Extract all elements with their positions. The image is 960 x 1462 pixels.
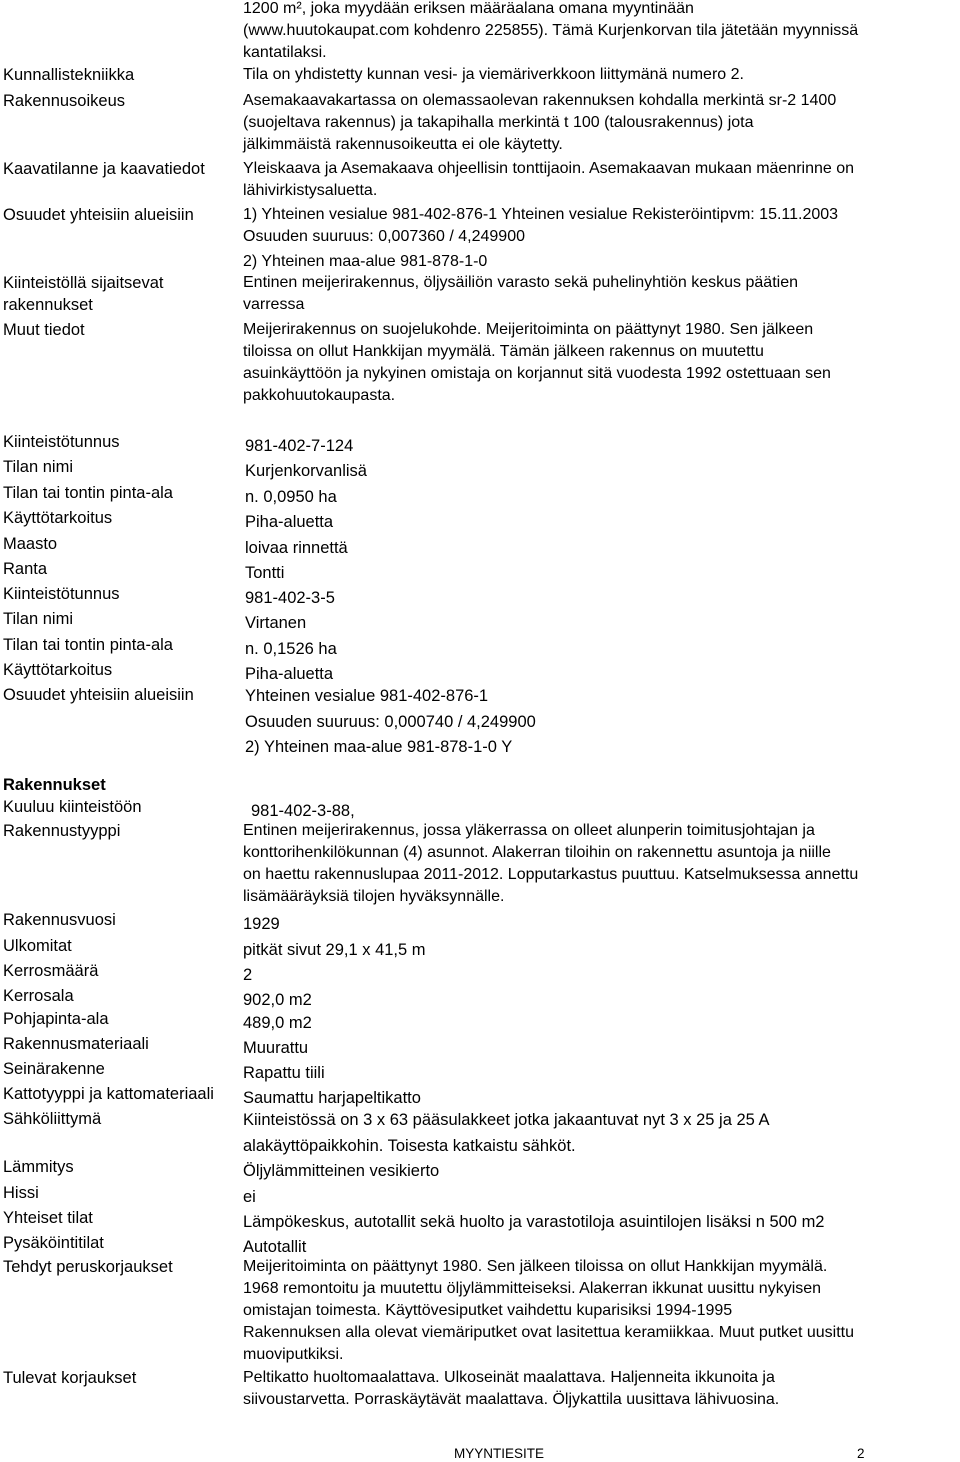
label-kunnallistekniikka: Kunnallistekniikka xyxy=(3,66,135,84)
label-kayttotarkoitus: Käyttötarkoitus xyxy=(3,661,113,679)
value-line: on haettu rakennuslupaa 2011-2012. Lopputarkastus puuttuu. Katselmuksessa annettu xyxy=(243,866,859,883)
value-line: Tila on yhdistetty kunnan vesi- ja viemäriverkkoon liittymänä numero 2. xyxy=(243,66,744,83)
footer-page-number: 2 xyxy=(857,1446,865,1461)
value-line: alakäyttöpaikkohin. Toisesta katkaistu sähköt. xyxy=(243,1136,576,1155)
value-line: Öljylämmitteinen vesikierto xyxy=(243,1162,440,1180)
value-kiinteistotunnus xyxy=(243,586,953,612)
value-line: lähivirkistysaluetta. xyxy=(243,182,378,199)
value-line: Muurattu xyxy=(243,1039,309,1057)
value-line: Kiinteistössä on 3 x 63 pääsulakkeet jotka jakaantuvat nyt 3 x 25 ja 25 A xyxy=(243,1111,770,1129)
value-kayttotarkoitus xyxy=(243,510,953,536)
label-kerrosmaara: Kerrosmäärä xyxy=(3,962,99,980)
value-seinarakenne xyxy=(243,1061,953,1087)
label-kattotyyppi: Kattotyyppi ja kattomateriaali xyxy=(3,1085,214,1103)
label-osuudet-2: Osuudet yhteisiin alueisiin xyxy=(3,686,194,704)
value-line: Virtanen xyxy=(245,614,307,632)
value-line: konttorihenkilökunnan (4) asunnot. Alakerran tiloihin on rakennettu asuntoja ja niille xyxy=(243,844,831,861)
label-pohjapinta-ala: Pohjapinta-ala xyxy=(3,1010,109,1028)
value-line: (suojeltava rakennus) ja takapihalla merkintä t 100 (talousrakennus) jota xyxy=(243,114,754,131)
value-line: pakkohuutokaupasta. xyxy=(243,387,396,404)
value-line: lisämääräyksiä tilojen hyväksynnälle. xyxy=(243,888,505,905)
label-yhteiset-tilat: Yhteiset tilat xyxy=(3,1209,93,1227)
label-maasto: Maasto xyxy=(3,535,58,553)
value-continuation xyxy=(243,0,953,64)
value-line: Asemakaavakartassa on olemassaolevan rakennuksen kohdalla merkintä sr-2 1400 xyxy=(243,92,837,109)
label-rakennusmateriaali: Rakennusmateriaali xyxy=(3,1035,149,1053)
value-line: Osuuden suuruus: 0,000740 / 4,249900 xyxy=(245,712,536,731)
value-line: 981-402-3-5 xyxy=(245,589,335,607)
value-line: Rapattu tiili xyxy=(243,1064,325,1082)
value-rakennusvuosi xyxy=(243,912,953,938)
value-line: asuinkäyttöön ja nykyinen omistaja on korjannut sitä vuodesta 1992 ostettuaan sen xyxy=(243,365,831,382)
value-line: 2 xyxy=(243,966,253,984)
value-line: omistajan toimesta. Käyttövesiputket vaihdettu kuparisiksi 1994-1995 xyxy=(243,1302,733,1319)
value-line: Rakennuksen alla olevat viemäriputket ovat lasitettua keramiikkaa. Muut putket uusittu xyxy=(243,1324,854,1341)
label-tulevat-korjaukset: Tulevat korjaukset xyxy=(3,1369,137,1387)
value-line: Yhteinen vesialue 981-402-876-1 xyxy=(245,687,489,705)
label-hissi: Hissi xyxy=(3,1184,39,1202)
label-kayttotarkoitus: Käyttötarkoitus xyxy=(3,509,113,527)
value-ranta xyxy=(243,561,953,587)
value-kerrosmaara xyxy=(243,963,953,989)
value-line: (www.huutokaupat.com kohdenro 225855). Tämä Kurjenkorvan tila jätetään myynnissä xyxy=(243,22,859,39)
footer-label: MYYNTIESITE xyxy=(454,1446,545,1461)
label-rakennusoikeus: Rakennusoikeus xyxy=(3,92,125,110)
value-rakennusmateriaali xyxy=(243,1036,953,1062)
value-kerrosala xyxy=(243,988,953,1014)
label-pysakointitilat: Pysäköintitilat xyxy=(3,1234,104,1252)
value-line: 902,0 m2 xyxy=(243,991,312,1009)
value-line: siivoustarvetta. Porraskäytävät maalattava. Öljykattila uusittava lähivuosina. xyxy=(243,1391,780,1408)
label-peruskorjaukset: Tehdyt peruskorjaukset xyxy=(3,1258,173,1276)
value-line: 981-402-7-124 xyxy=(245,437,354,455)
value-ulkomitat xyxy=(243,938,953,964)
value-line: 2) Yhteinen maa-alue 981-878-1-0 xyxy=(243,253,488,270)
value-line: varressa xyxy=(243,296,305,313)
label-pinta-ala: Tilan tai tontin pinta-ala xyxy=(3,484,173,502)
value-line: kantatilaksi. xyxy=(243,44,327,61)
value-line: Piha-aluetta xyxy=(245,513,334,531)
value-rakennusoikeus xyxy=(243,90,953,156)
value-line: Autotallit xyxy=(243,1238,307,1256)
label-osuudet-1: Osuudet yhteisiin alueisiin xyxy=(3,206,194,224)
value-yhteiset-tilat xyxy=(243,1210,953,1236)
value-pinta-ala xyxy=(243,485,953,511)
value-line: n. 0,0950 ha xyxy=(245,488,337,506)
value-line: Entinen meijerirakennus, öljysäiliön varasto sekä puhelinyhtiön keskus päätien xyxy=(243,274,798,291)
value-line: Peltikatto huoltomaalattava. Ulkoseinät maalattava. Haljenneita ikkunoita ja xyxy=(243,1369,775,1386)
value-line: Meijeritoiminta on päättynyt 1980. Sen jälkeen tiloissa on ollut Hankkijan myymälä. xyxy=(243,1258,828,1275)
value-line: 1929 xyxy=(243,915,280,933)
label-ulkomitat: Ulkomitat xyxy=(3,937,72,955)
label-kiinteistotunnus: Kiinteistötunnus xyxy=(3,585,120,603)
label-sahkoliittyma: Sähköliittymä xyxy=(3,1110,102,1128)
label-ranta: Ranta xyxy=(3,560,48,578)
value-line: Saumattu harjapeltikatto xyxy=(243,1089,421,1107)
value-lammitys xyxy=(243,1159,953,1185)
value-osuudet-1 xyxy=(243,204,953,273)
label-pinta-ala: Tilan tai tontin pinta-ala xyxy=(3,636,173,654)
value-line: Piha-aluetta xyxy=(245,665,334,683)
label-seinarakenne: Seinärakenne xyxy=(3,1060,105,1078)
value-peruskorjaukset xyxy=(243,1256,953,1366)
value-line: Meijerirakennus on suojelukohde. Meijeritoiminta on päättynyt 1980. Sen jälkeen xyxy=(243,321,814,338)
value-pohjapinta-ala xyxy=(243,1011,953,1037)
value-kiinteistolla xyxy=(243,272,953,316)
label-rakennusvuosi: Rakennusvuosi xyxy=(3,911,116,929)
label-kiinteistotunnus: Kiinteistötunnus xyxy=(3,433,120,451)
label-kuuluu: Kuuluu kiinteistöön xyxy=(3,798,142,816)
value-tulevat-korjaukset xyxy=(243,1367,953,1411)
value-rakennustyyppi xyxy=(243,820,953,908)
value-line: Yleiskaava ja Asemakaava ohjeellisin tonttijaoin. Asemakaavan mukaan mäenrinne on xyxy=(243,160,855,177)
value-line: loivaa rinnettä xyxy=(245,539,348,557)
value-tilan-nimi xyxy=(243,611,953,637)
label-kerrosala: Kerrosala xyxy=(3,987,74,1005)
value-line: 1968 remontoitu ja muutettu öljylämmitteiseksi. Alakerran ikkunat uusittu nykyisen xyxy=(243,1280,822,1297)
value-line: 1200 m², joka myydään eriksen määräalana omana myyntinään xyxy=(243,0,694,17)
label-tilan-nimi: Tilan nimi xyxy=(3,458,73,476)
value-line: Entinen meijerirakennus, jossa yläkerrassa on olleet alunperin toimitusjohtajan ja xyxy=(243,822,815,839)
value-kiinteistotunnus xyxy=(243,434,953,460)
value-maasto xyxy=(243,536,953,562)
value-tilan-nimi xyxy=(243,459,953,485)
value-kaavatilanne xyxy=(243,158,953,202)
value-kunnallistekniikka xyxy=(243,64,953,86)
label-kiinteistolla: Kiinteistöllä sijaitsevat rakennukset xyxy=(3,274,164,314)
value-line: 2) Yhteinen maa-alue 981-878-1-0 Y xyxy=(245,738,513,756)
value-line: 981-402-3-88, xyxy=(251,802,355,820)
value-line: 1) Yhteinen vesialue 981-402-876-1 Yhteinen vesialue Rekisteröintipvm: 15.11.2003 xyxy=(243,206,839,223)
label-tilan-nimi: Tilan nimi xyxy=(3,610,73,628)
value-line: Lämpökeskus, autotallit sekä huolto ja varastotiloja asuintilojen lisäksi n 500 m2 xyxy=(243,1213,825,1231)
value-line: jälkimmäistä rakennusoikeutta ei ole käytetty. xyxy=(243,136,563,153)
value-line: Tontti xyxy=(245,564,285,582)
label-rakennustyyppi: Rakennustyyppi xyxy=(3,822,121,840)
value-line: tiloissa on ollut Hankkijan myymälä. Tämän jälkeen rakennus on muutettu xyxy=(243,343,764,360)
label-kaavatilanne: Kaavatilanne ja kaavatiedot xyxy=(3,160,205,178)
value-line: Kurjenkorvanlisä xyxy=(245,462,367,480)
value-line: Osuuden suuruus: 0,007360 / 4,249900 xyxy=(243,228,525,245)
value-sahkoliittyma xyxy=(243,1108,953,1159)
value-hissi xyxy=(243,1185,953,1211)
value-osuudet-2 xyxy=(243,684,953,761)
value-pinta-ala xyxy=(243,637,953,663)
value-line: pitkät sivut 29,1 x 41,5 m xyxy=(243,941,426,959)
value-muut-tiedot xyxy=(243,319,953,407)
value-line: ei xyxy=(243,1188,256,1206)
value-line: muoviputkiksi. xyxy=(243,1346,344,1363)
label-muut-tiedot: Muut tiedot xyxy=(3,321,85,339)
value-line: 489,0 m2 xyxy=(243,1014,312,1032)
value-line: n. 0,1526 ha xyxy=(245,640,337,658)
label-lammitys: Lämmitys xyxy=(3,1158,74,1176)
section-title: Rakennukset xyxy=(3,776,106,794)
